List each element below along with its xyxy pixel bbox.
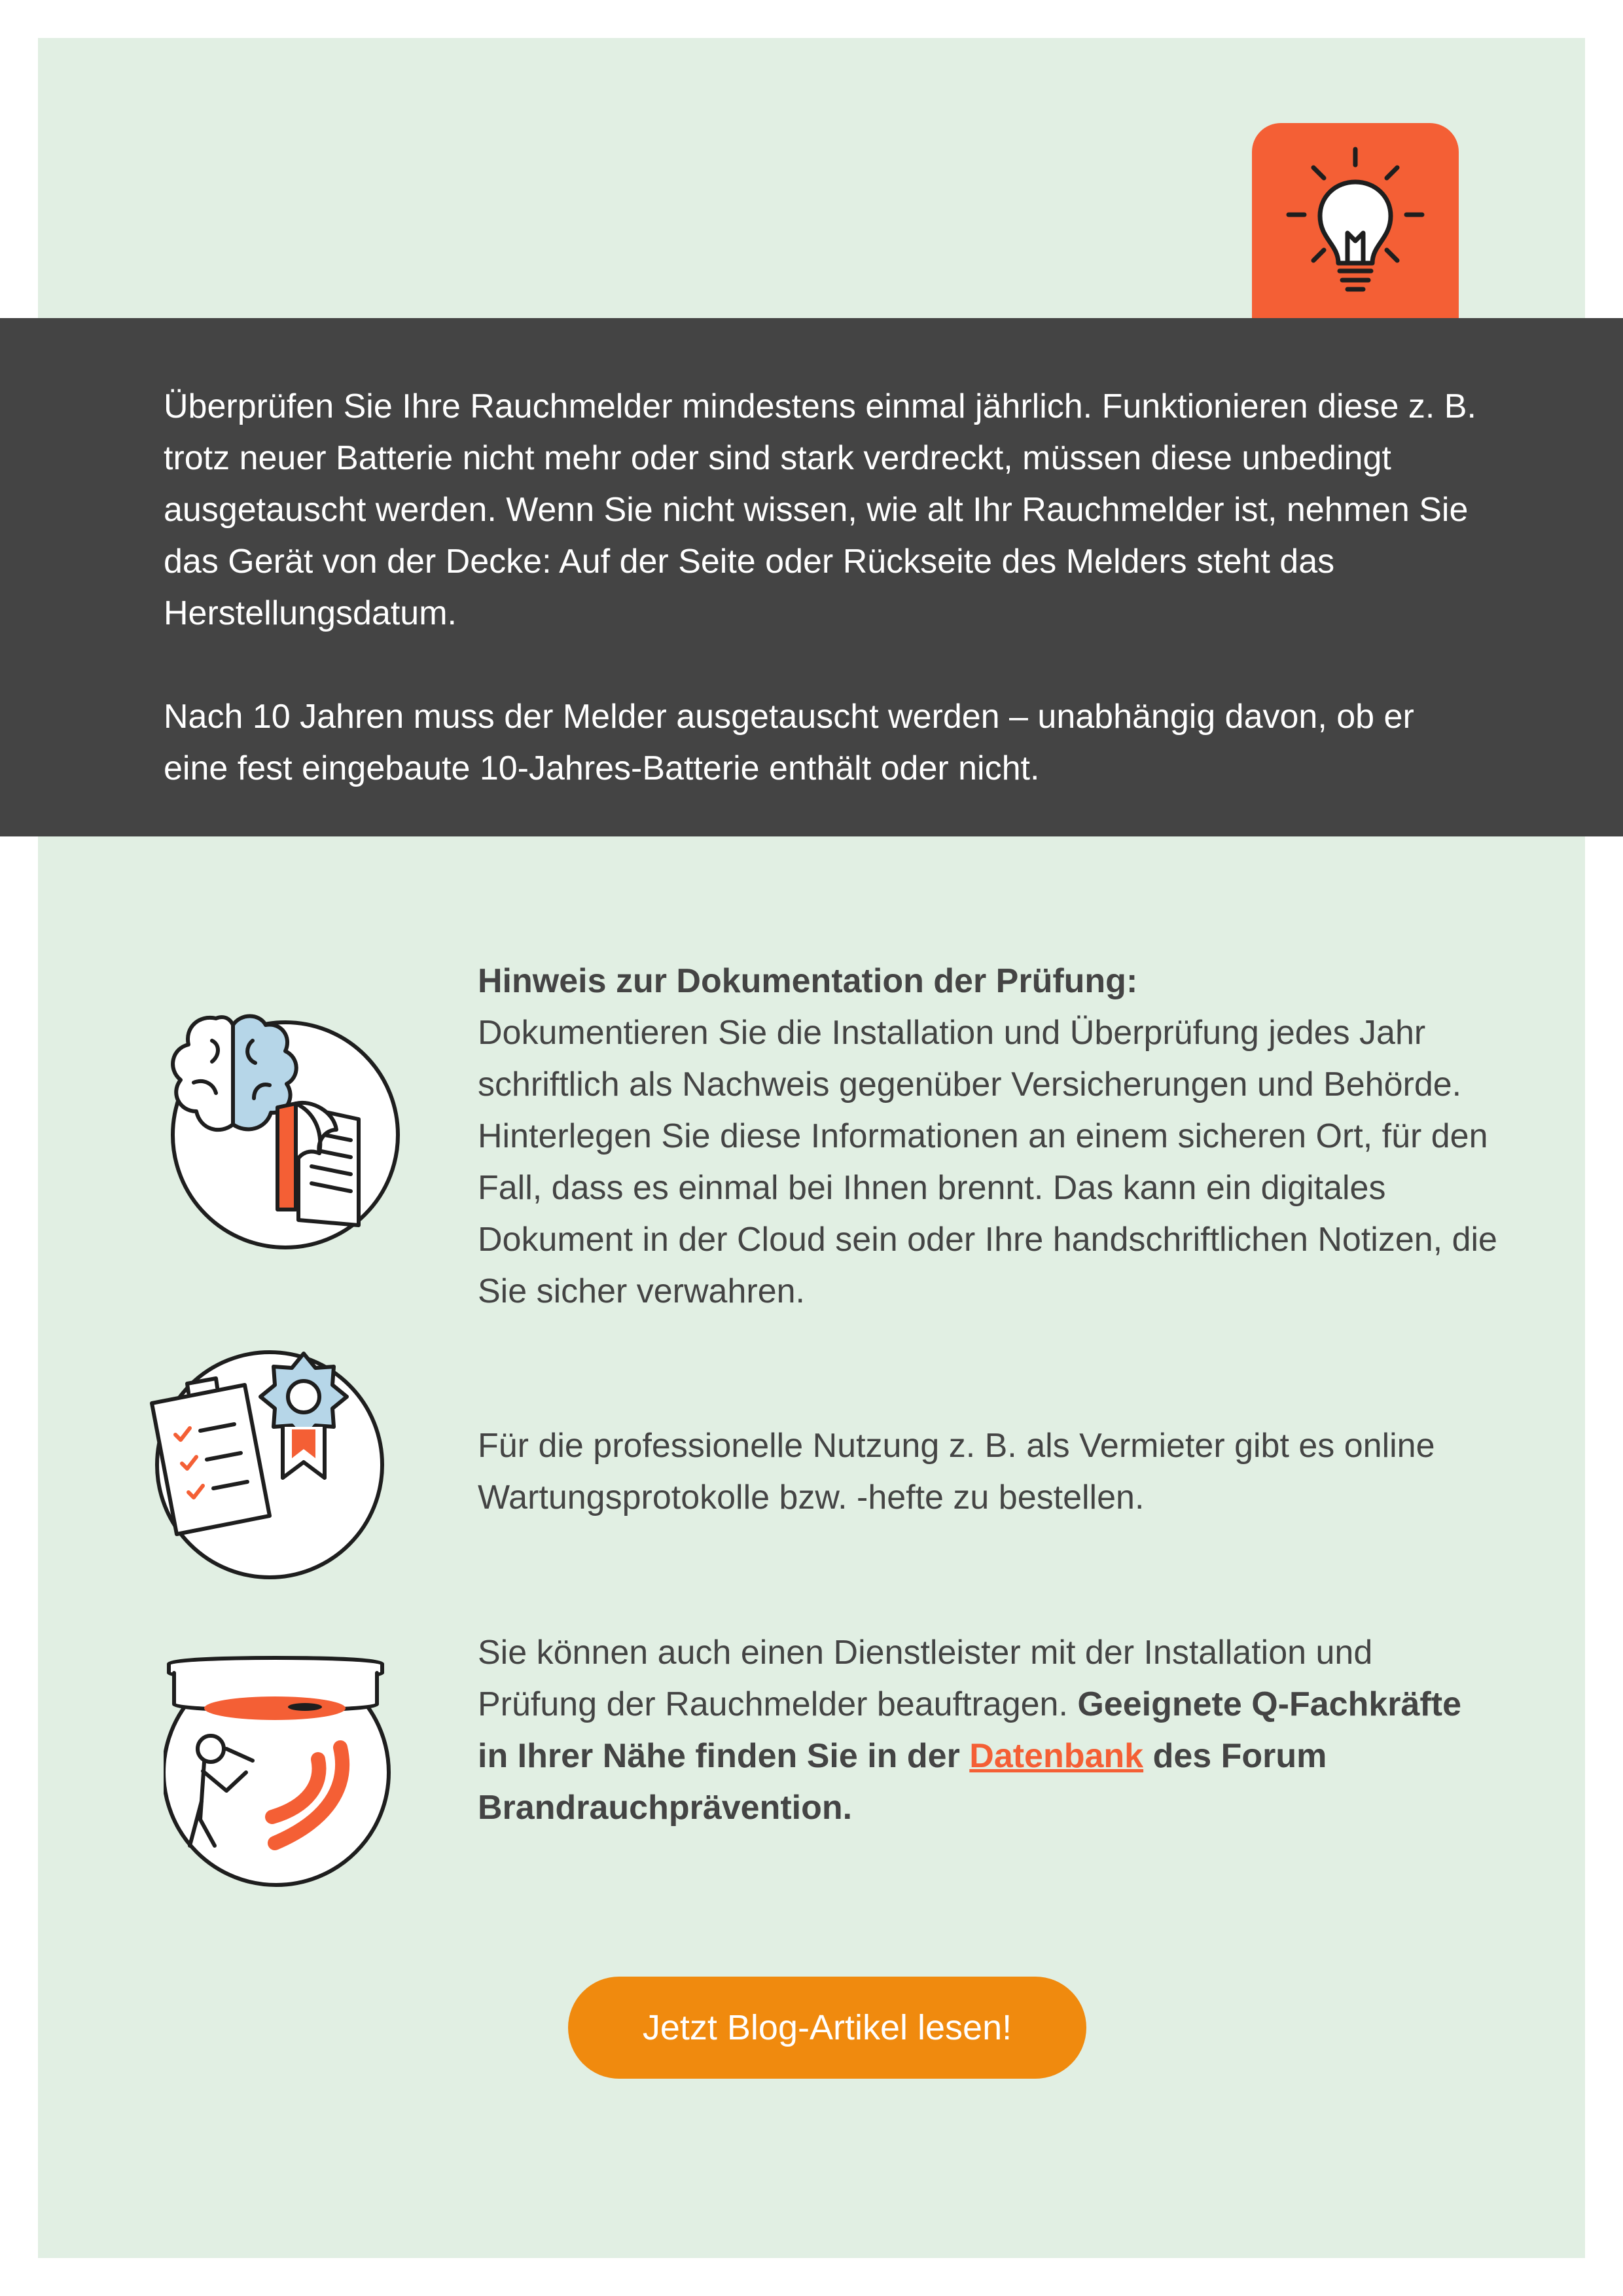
tip-paragraph-1: Überprüfen Sie Ihre Rauchmelder mindestens einmal jährlich. Funktionieren diese z. B. trotz neuer Batterie nicht mehr oder sind stark verdreckt, müssen diese unbedingt ausgetauscht werden. Wenn Sie nicht wissen, wie alt Ihr Rauchmelder ist, nehmen Sie das Gerät von der Decke: Auf der Seite oder Rückseite des Melders steht das Herstellungsdatum. bbox=[164, 387, 1476, 632]
service-provider-body bbox=[478, 1627, 1499, 1834]
tip-badge bbox=[1252, 123, 1459, 332]
checklist-certificate-icon bbox=[148, 1348, 397, 1584]
service-provider-text: Sie können auch einen Dienstleister mit der Installation und Prüfung der Rauchmelder beauftragen. bbox=[478, 1634, 1373, 1723]
professional-use-note bbox=[478, 1420, 1499, 1524]
professional-use-body: Für die professionelle Nutzung z. B. als Vermieter gibt es online Wartungsprotokolle bzw. -hefte zu bestellen. bbox=[478, 1427, 1435, 1516]
service-provider-bold-text: Geeignete Q-Fachkräfte in Ihrer Nähe finden Sie in der bbox=[478, 1685, 1461, 1775]
documentation-body: Dokumentieren Sie die Installation und Überprüfung jedes Jahr schriftlich als Nachweis gegenüber Versicherungen und Behörde. Hinterlegen Sie diese Informationen an einem sicheren Ort, für den Fall, dass es einmal bei Ihnen brennt. Das kann ein digitales Dokument in der Cloud sein oder Ihre handschriftlichen Notizen, die Sie sicher verwahren. bbox=[478, 1014, 1497, 1310]
smoke-detector-installer-icon bbox=[164, 1649, 399, 1889]
service-provider-note bbox=[478, 1627, 1499, 1834]
tip-paragraph-2: Nach 10 Jahren muss der Melder ausgetauscht werden – unabhängig davon, ob er eine fest eingebaute 10-Jahres-Batterie enthält oder nicht. bbox=[164, 698, 1414, 787]
read-blog-button[interactable]: Jetzt Blog-Artikel lesen! bbox=[568, 1977, 1086, 2079]
documentation-note bbox=[478, 956, 1499, 1318]
documentation-heading: Hinweis zur Dokumentation der Prüfung: bbox=[478, 962, 1138, 1000]
brain-book-icon bbox=[148, 1001, 410, 1258]
lightbulb-icon bbox=[1252, 123, 1459, 332]
tip-text bbox=[164, 381, 1486, 795]
database-link[interactable]: Datenbank bbox=[969, 1737, 1144, 1775]
service-provider-bold-end: des Forum Brandrauchprävention. bbox=[478, 1737, 1327, 1827]
